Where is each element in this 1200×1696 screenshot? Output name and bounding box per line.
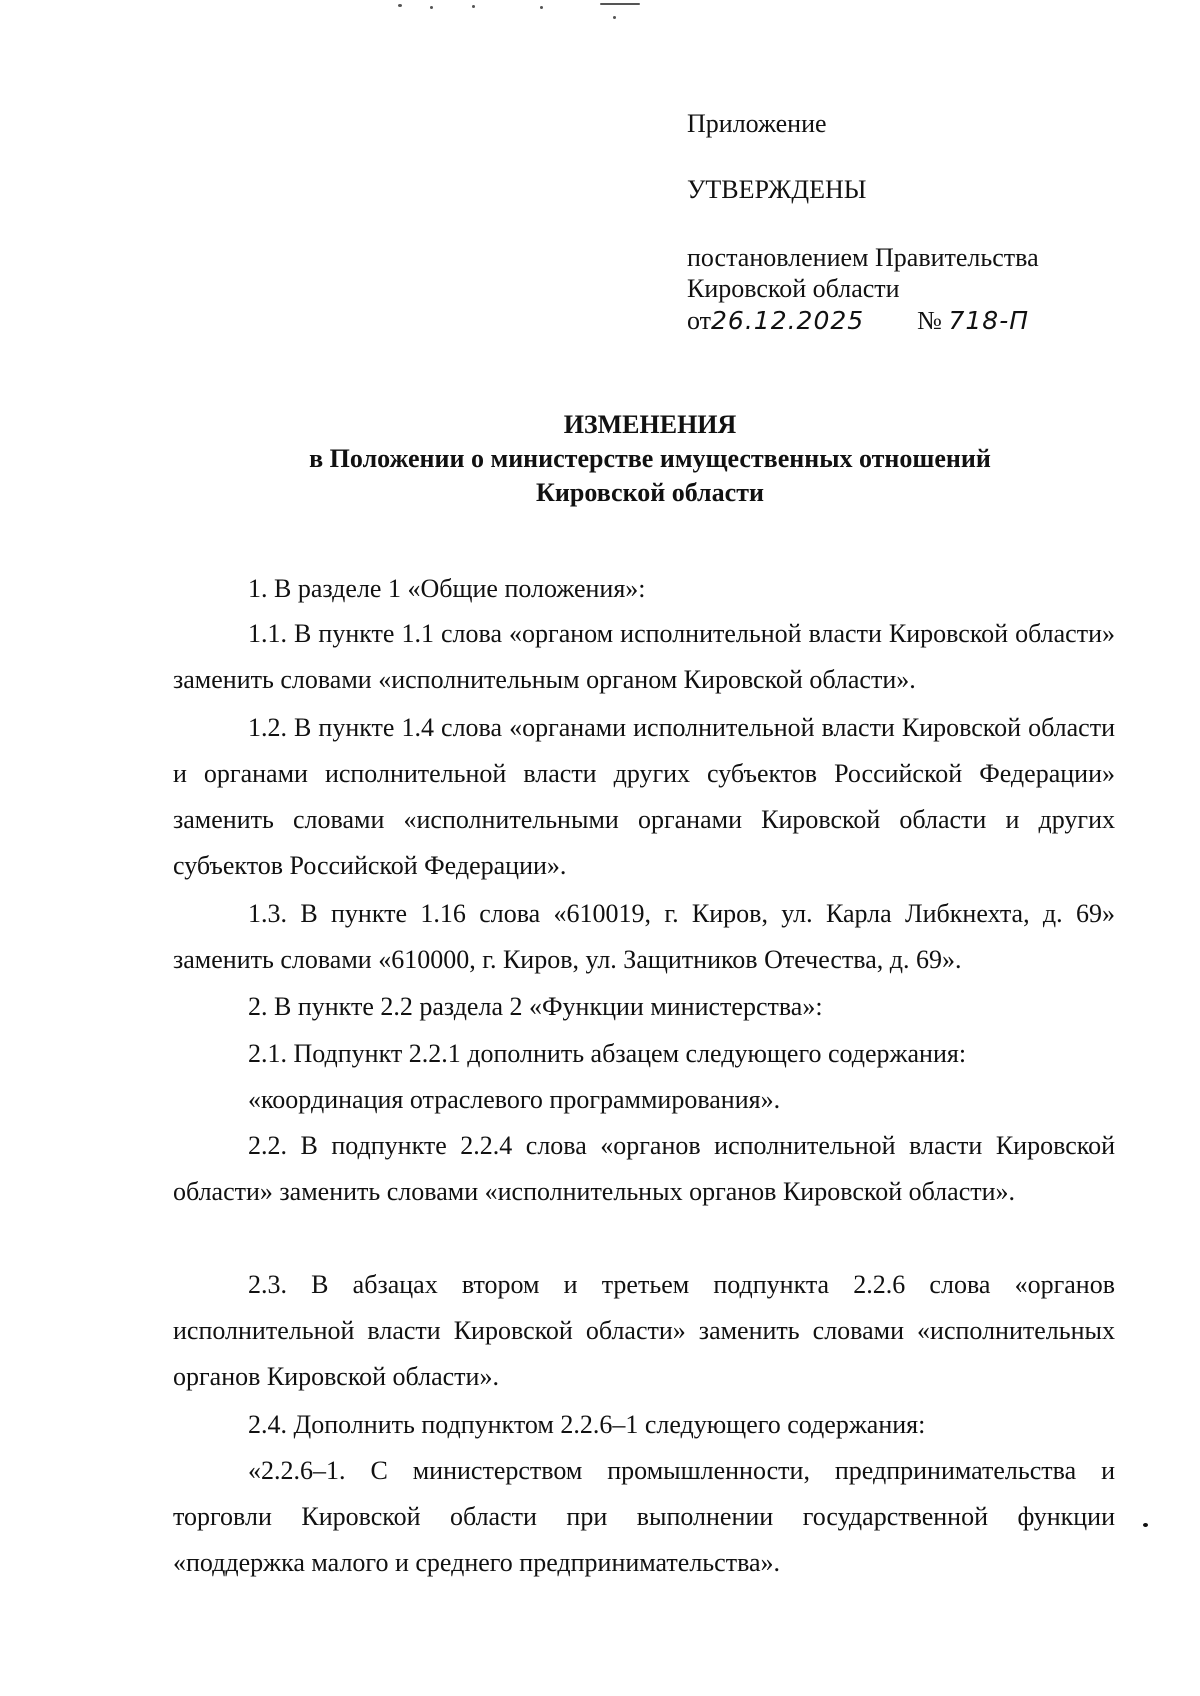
date-prefix: от [687, 306, 712, 335]
decree-line-2: Кировской области [687, 274, 900, 303]
decree-line-1: постановлением Правительства [687, 243, 1039, 272]
title-line-3: Кировской области [536, 478, 764, 507]
handwritten-number: 718-П [948, 306, 1030, 335]
handwritten-date: 26.12.2025 [711, 306, 865, 335]
appendix-label: Приложение [687, 109, 827, 138]
decree-date-line [687, 305, 1029, 336]
paragraph: 1.3. В пункте 1.16 слова «610019, г. Киров, ул. Карла Либкнехта, д. 69» заменить словами «610000, г. Киров, ул. Защитников Отечества, д. 69». [173, 899, 1115, 974]
scan-speck [1143, 1523, 1148, 1527]
title-line-2: в Положении о министерстве имущественных отношений [309, 444, 991, 473]
scan-speck [540, 6, 543, 9]
paragraph: 2.2. В подпункте 2.2.4 слова «органов исполнительной власти Кировской области» заменить словами «исполнительных органов Кировской области». [173, 1131, 1115, 1206]
paragraph: «2.2.6–1. С министерством промышленности, предпринимательства и торговли Кировской области при выполнении государственной функции «поддержка малого и среднего предпринимательства». [173, 1456, 1115, 1577]
paragraph: 2.1. Подпункт 2.2.1 дополнить абзацем следующего содержания: [248, 1039, 967, 1068]
paragraph: 1.2. В пункте 1.4 слова «органами исполнительной власти Кировской области и органами исполнительной власти других субъектов Российской Федерации» заменить словами «исполнительными органами Кировской области и других субъектов Российской Федерации». [173, 713, 1115, 880]
document-title [180, 408, 1120, 510]
title-line-1: ИЗМЕНЕНИЯ [563, 410, 737, 439]
scan-speck [472, 5, 475, 8]
number-prefix: № [917, 306, 942, 335]
paragraph: 1.1. В пункте 1.1 слова «органом исполнительной власти Кировской области» заменить словами «исполнительным органом Кировской области». [173, 619, 1115, 694]
paragraph: 2.3. В абзацах втором и третьем подпункта 2.2.6 слова «органов исполнительной власти Кировской области» заменить словами «исполнительных органов Кировской области». [173, 1270, 1115, 1391]
scan-speck [398, 4, 402, 7]
approved-label: УТВЕРЖДЕНЫ [687, 175, 867, 204]
paragraph: 2.4. Дополнить подпунктом 2.2.6–1 следующего содержания: [248, 1410, 926, 1439]
paragraph: 1. В разделе 1 «Общие положения»: [248, 574, 646, 603]
paragraph: 2. В пункте 2.2 раздела 2 «Функции министерства»: [248, 992, 823, 1021]
scan-speck [613, 16, 616, 19]
scan-speck [430, 6, 433, 9]
scan-speck [600, 3, 640, 5]
paragraph: «координация отраслевого программирования». [248, 1085, 781, 1114]
